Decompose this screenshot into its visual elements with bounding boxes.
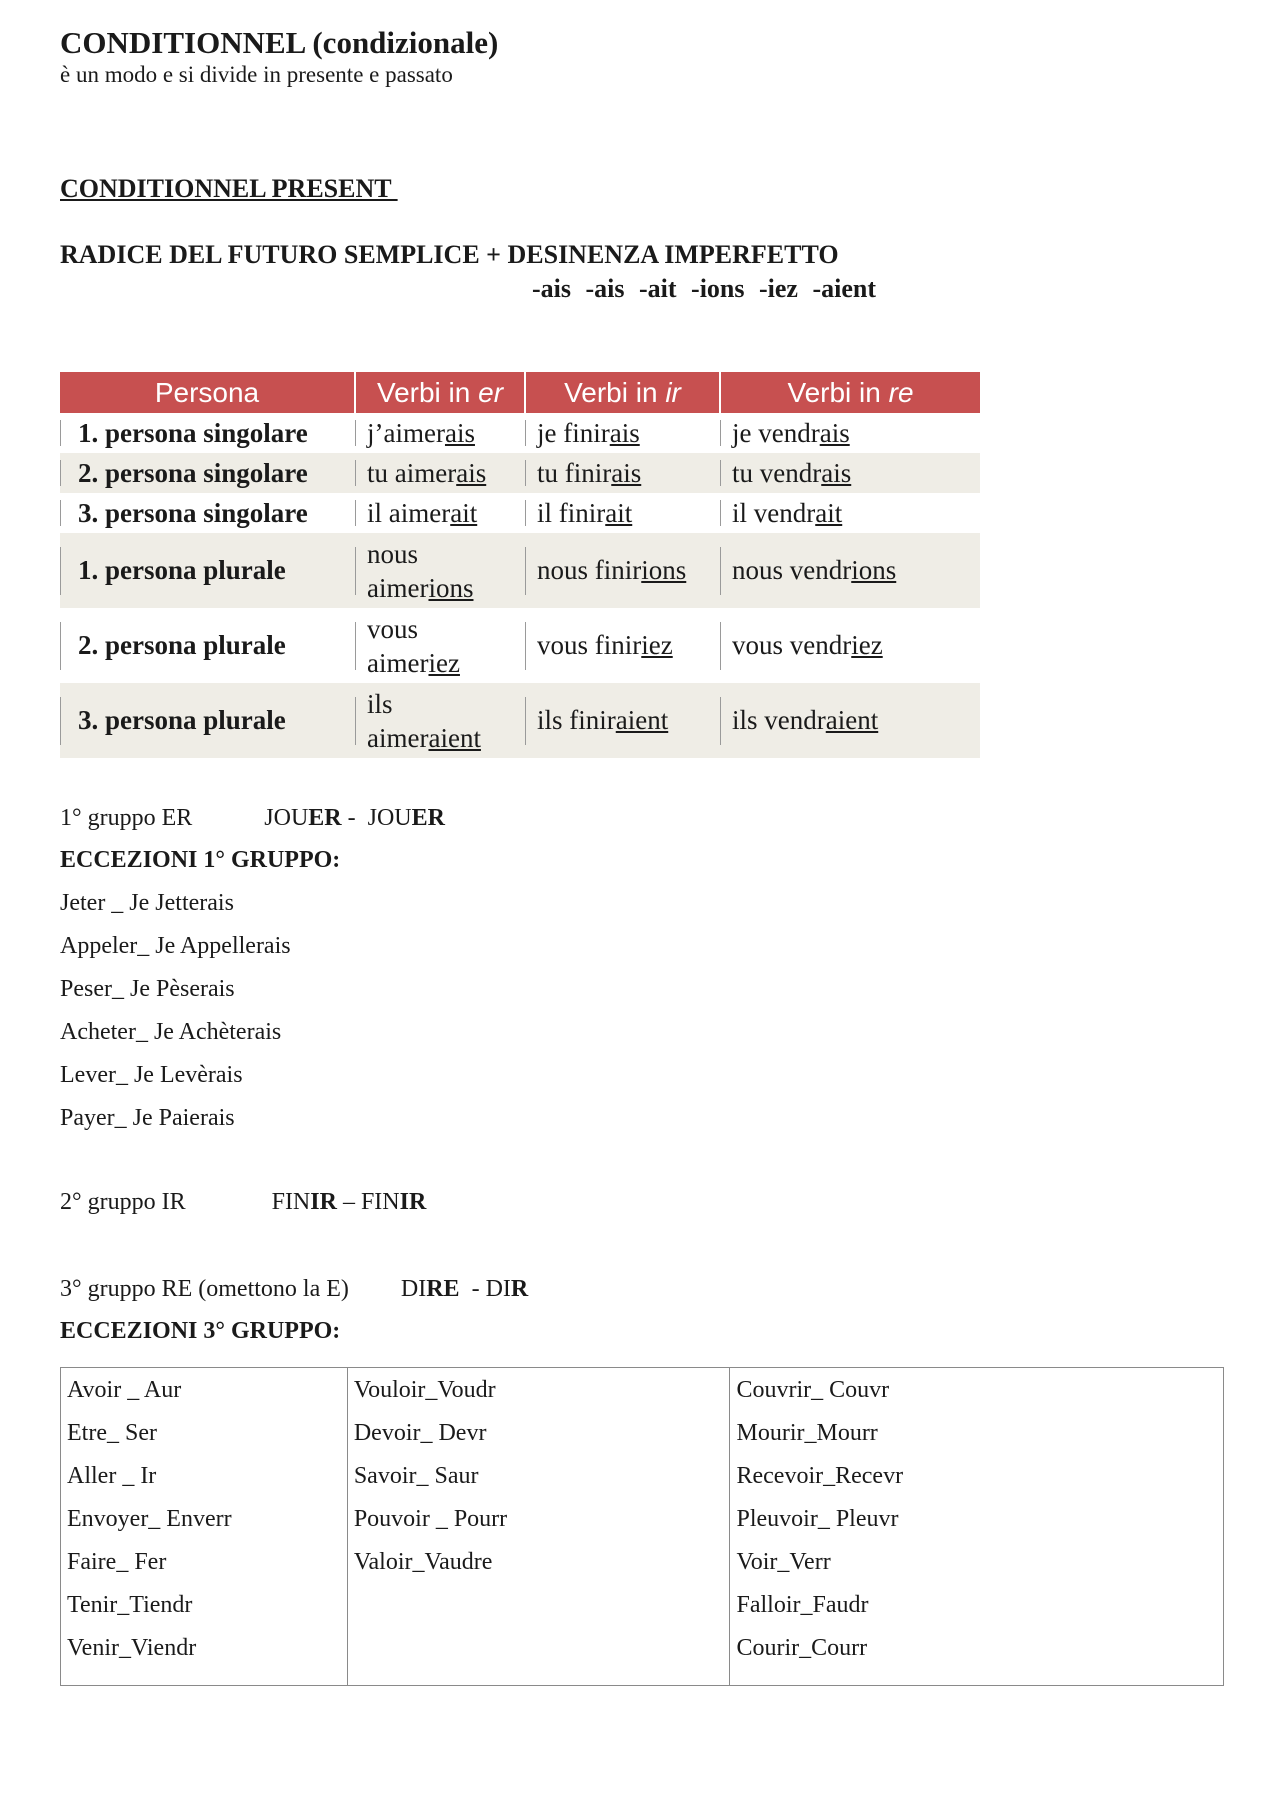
group3-line [60,1276,528,1303]
verb-re-cell: vous vendriez [720,608,980,683]
conjugation-header-row [60,372,980,413]
list-item: Recevoir_Recevr [736,1463,904,1489]
verb-ir-cell: je finirais [525,413,720,453]
verb-er-cell: vous aimeriez [355,608,525,683]
table-row [60,453,980,493]
verb-ir-cell: nous finirions [525,533,720,608]
verb-er-cell: ils aimeraient [355,683,525,758]
verb-re-cell: il vendrait [720,493,980,533]
list-item: Peser_ Je Pèserais [60,976,235,1002]
verb-er-cell: nous aimerions [355,533,525,608]
list-item: Courir_Courr [736,1635,868,1661]
verb-re-cell: je vendrais [720,413,980,453]
list-item: Falloir_Faudr [736,1592,869,1618]
verb-re-cell: ils vendraient [720,683,980,758]
list-item: Etre_ Ser [67,1420,157,1446]
table-row [60,493,980,533]
endings-list: -ais -ais -ait -ions -iez -aient [532,274,877,303]
verb-ir-cell: il finirait [525,493,720,533]
list-item: Lever_ Je Levèrais [60,1062,243,1088]
list-item: Acheter_ Je Achèterais [60,1019,282,1045]
page-subtitle: è un modo e si divide in presente e passato [60,62,453,87]
exceptions-column-3 [730,1368,1224,1686]
list-item: Pleuvoir_ Pleuvr [736,1506,899,1532]
list-item: Savoir_ Saur [353,1463,479,1489]
group1-label: 1° gruppo ER [60,805,193,831]
group3-example: DIRE - DIR [400,1276,529,1302]
persona-cell: 1. persona plurale [60,533,355,608]
verb-er-cell: tu aimerais [355,453,525,493]
group3-exceptions-title: ECCEZIONI 3° GRUPPO: [60,1318,341,1344]
group1-example: JOUER - JOUER [264,805,445,831]
exceptions-column-2 [347,1368,730,1686]
list-item: Tenir_Tiendr [67,1592,193,1618]
table-row [60,413,980,453]
section-title: CONDITIONNEL PRESENT [60,174,398,203]
verb-re-cell: nous vendrions [720,533,980,608]
list-item: Valoir_Vaudre [353,1549,493,1575]
list-item: Faire_ Fer [67,1549,167,1575]
list-item: Pouvoir _ Pourr [353,1506,508,1532]
group3-label: 3° gruppo RE (omettono la E) [60,1276,349,1302]
list-item: Venir_Viendr [67,1635,197,1661]
persona-cell: 1. persona singolare [60,413,355,453]
group1-exceptions-title: ECCEZIONI 1° GRUPPO: [60,847,341,873]
exceptions-row [61,1368,1224,1686]
verb-ir-cell: ils finiraient [525,683,720,758]
header-verbi-er: Verbi in er [355,372,525,413]
verb-er-cell: j’aimerais [355,413,525,453]
group1-line [60,805,445,832]
verb-ir-cell: vous finiriez [525,608,720,683]
exceptions-table [60,1367,1224,1686]
exceptions-column-1 [61,1368,348,1686]
group2-line [60,1189,426,1216]
list-item: Envoyer_ Enverr [67,1506,232,1532]
header-verbi-re: Verbi in re [720,372,980,413]
persona-cell: 3. persona singolare [60,493,355,533]
conjugation-table [60,372,980,758]
header-persona: Persona [60,372,355,413]
verb-ir-cell: tu finirais [525,453,720,493]
list-item: Vouloir_Voudr [353,1377,496,1403]
document-page [60,24,1230,1661]
list-item: Jeter _ Je Jetterais [60,890,234,916]
table-row [60,683,980,758]
list-item: Aller _ Ir [67,1463,157,1489]
list-item: Voir_Verr [736,1549,831,1575]
table-row [60,608,980,683]
group2-label: 2° gruppo IR [60,1189,186,1215]
header-verbi-ir: Verbi in ir [525,372,720,413]
group2-example: FINIR – FINIR [271,1189,427,1215]
list-item: Couvrir_ Couvr [736,1377,890,1403]
persona-cell: 2. persona plurale [60,608,355,683]
list-item: Devoir_ Devr [353,1420,487,1446]
formula-rule: RADICE DEL FUTURO SEMPLICE + DESINENZA IMPERFETTO [60,240,839,269]
list-item: Appeler_ Je Appellerais [60,933,291,959]
list-item: Payer_ Je Paierais [60,1105,235,1131]
persona-cell: 3. persona plurale [60,683,355,758]
persona-cell: 2. persona singolare [60,453,355,493]
verb-er-cell: il aimerait [355,493,525,533]
table-row [60,533,980,608]
page-title: CONDITIONNEL (condizionale) [60,25,499,60]
list-item: Mourir_Mourr [736,1420,878,1446]
list-item: Avoir _ Aur [67,1377,182,1403]
verb-re-cell: tu vendrais [720,453,980,493]
